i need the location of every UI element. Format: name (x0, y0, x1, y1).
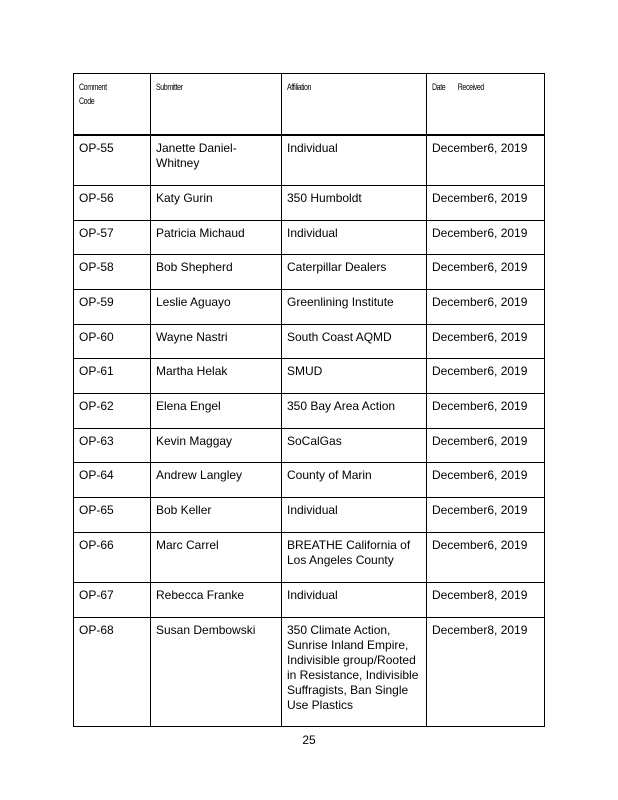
date-received-cell: December6, 2019 (427, 533, 545, 583)
submitter-cell: Andrew Langley (151, 463, 282, 498)
comment-code-cell: OP-63 (74, 429, 151, 463)
submitter-cell: Marc Carrel (151, 533, 282, 583)
comment-code-cell: OP-66 (74, 533, 151, 583)
affiliation-cell: Individual (282, 135, 427, 186)
comment-code-cell: OP-58 (74, 255, 151, 290)
submitter-cell: Susan Dembowski (151, 618, 282, 727)
affiliation-cell: SMUD (282, 359, 427, 394)
date-received-cell: December6, 2019 (427, 325, 545, 359)
date-received-cell: December6, 2019 (427, 498, 545, 533)
table-row (74, 186, 545, 221)
submitter-cell: Martha Helak (151, 359, 282, 394)
date-received-cell: December8, 2019 (427, 618, 545, 727)
affiliation-cell: BREATHE California of Los Angeles County (282, 533, 427, 583)
affiliation-cell: Individual (282, 498, 427, 533)
affiliation-cell: 350 Bay Area Action (282, 394, 427, 429)
comment-code-cell: OP-68 (74, 618, 151, 727)
comment-code-cell: OP-62 (74, 394, 151, 429)
affiliation-cell: South Coast AQMD (282, 325, 427, 359)
header-comment-code: Comment Code (74, 74, 151, 136)
affiliation-cell: SoCalGas (282, 429, 427, 463)
affiliation-cell: Individual (282, 221, 427, 255)
table-header-row (74, 74, 545, 136)
submitter-cell: Janette Daniel-Whitney (151, 135, 282, 186)
table-row (74, 290, 545, 325)
table-row (74, 325, 545, 359)
submitter-cell: Leslie Aguayo (151, 290, 282, 325)
comment-code-cell: OP-67 (74, 583, 151, 618)
header-affiliation: Affiliation (282, 74, 427, 136)
table-row (74, 498, 545, 533)
comment-code-cell: OP-55 (74, 135, 151, 186)
affiliation-cell: 350 Humboldt (282, 186, 427, 221)
table-row (74, 429, 545, 463)
affiliation-cell: 350 Climate Action, Sunrise Inland Empire, Indivisible group/Rooted in Resistance, Indivisible Suffragists, Ban Single Use Plastics (282, 618, 427, 727)
header-date-received: Date Received (427, 74, 545, 136)
submitter-cell: Rebecca Franke (151, 583, 282, 618)
submitter-cell: Kevin Maggay (151, 429, 282, 463)
header-submitter: Submitter (151, 74, 282, 136)
affiliation-cell: Individual (282, 583, 427, 618)
page-number: 25 (302, 733, 316, 747)
submitter-cell: Bob Shepherd (151, 255, 282, 290)
table-row (74, 135, 545, 186)
table-row (74, 463, 545, 498)
table-row (74, 255, 545, 290)
date-received-cell: December6, 2019 (427, 221, 545, 255)
date-received-cell: December8, 2019 (427, 583, 545, 618)
date-received-cell: December6, 2019 (427, 255, 545, 290)
table-row (74, 394, 545, 429)
affiliation-cell: Caterpillar Dealers (282, 255, 427, 290)
affiliation-cell: Greenlining Institute (282, 290, 427, 325)
table-row (74, 533, 545, 583)
submitter-cell: Wayne Nastri (151, 325, 282, 359)
comment-code-cell: OP-61 (74, 359, 151, 394)
date-received-cell: December6, 2019 (427, 186, 545, 221)
comment-code-cell: OP-64 (74, 463, 151, 498)
table-body (74, 135, 545, 727)
submitter-cell: Patricia Michaud (151, 221, 282, 255)
comment-code-cell: OP-65 (74, 498, 151, 533)
submitter-cell: Bob Keller (151, 498, 282, 533)
date-received-cell: December6, 2019 (427, 290, 545, 325)
table-row (74, 359, 545, 394)
submitter-cell: Elena Engel (151, 394, 282, 429)
table-row (74, 221, 545, 255)
comment-code-cell: OP-57 (74, 221, 151, 255)
date-received-cell: December6, 2019 (427, 394, 545, 429)
affiliation-cell: County of Marin (282, 463, 427, 498)
table-row (74, 583, 545, 618)
comments-table (73, 73, 545, 727)
date-received-cell: December6, 2019 (427, 429, 545, 463)
table-row (74, 618, 545, 727)
comment-code-cell: OP-59 (74, 290, 151, 325)
submitter-cell: Katy Gurin (151, 186, 282, 221)
date-received-cell: December6, 2019 (427, 359, 545, 394)
comment-code-cell: OP-56 (74, 186, 151, 221)
date-received-cell: December6, 2019 (427, 135, 545, 186)
date-received-cell: December6, 2019 (427, 463, 545, 498)
comment-code-cell: OP-60 (74, 325, 151, 359)
